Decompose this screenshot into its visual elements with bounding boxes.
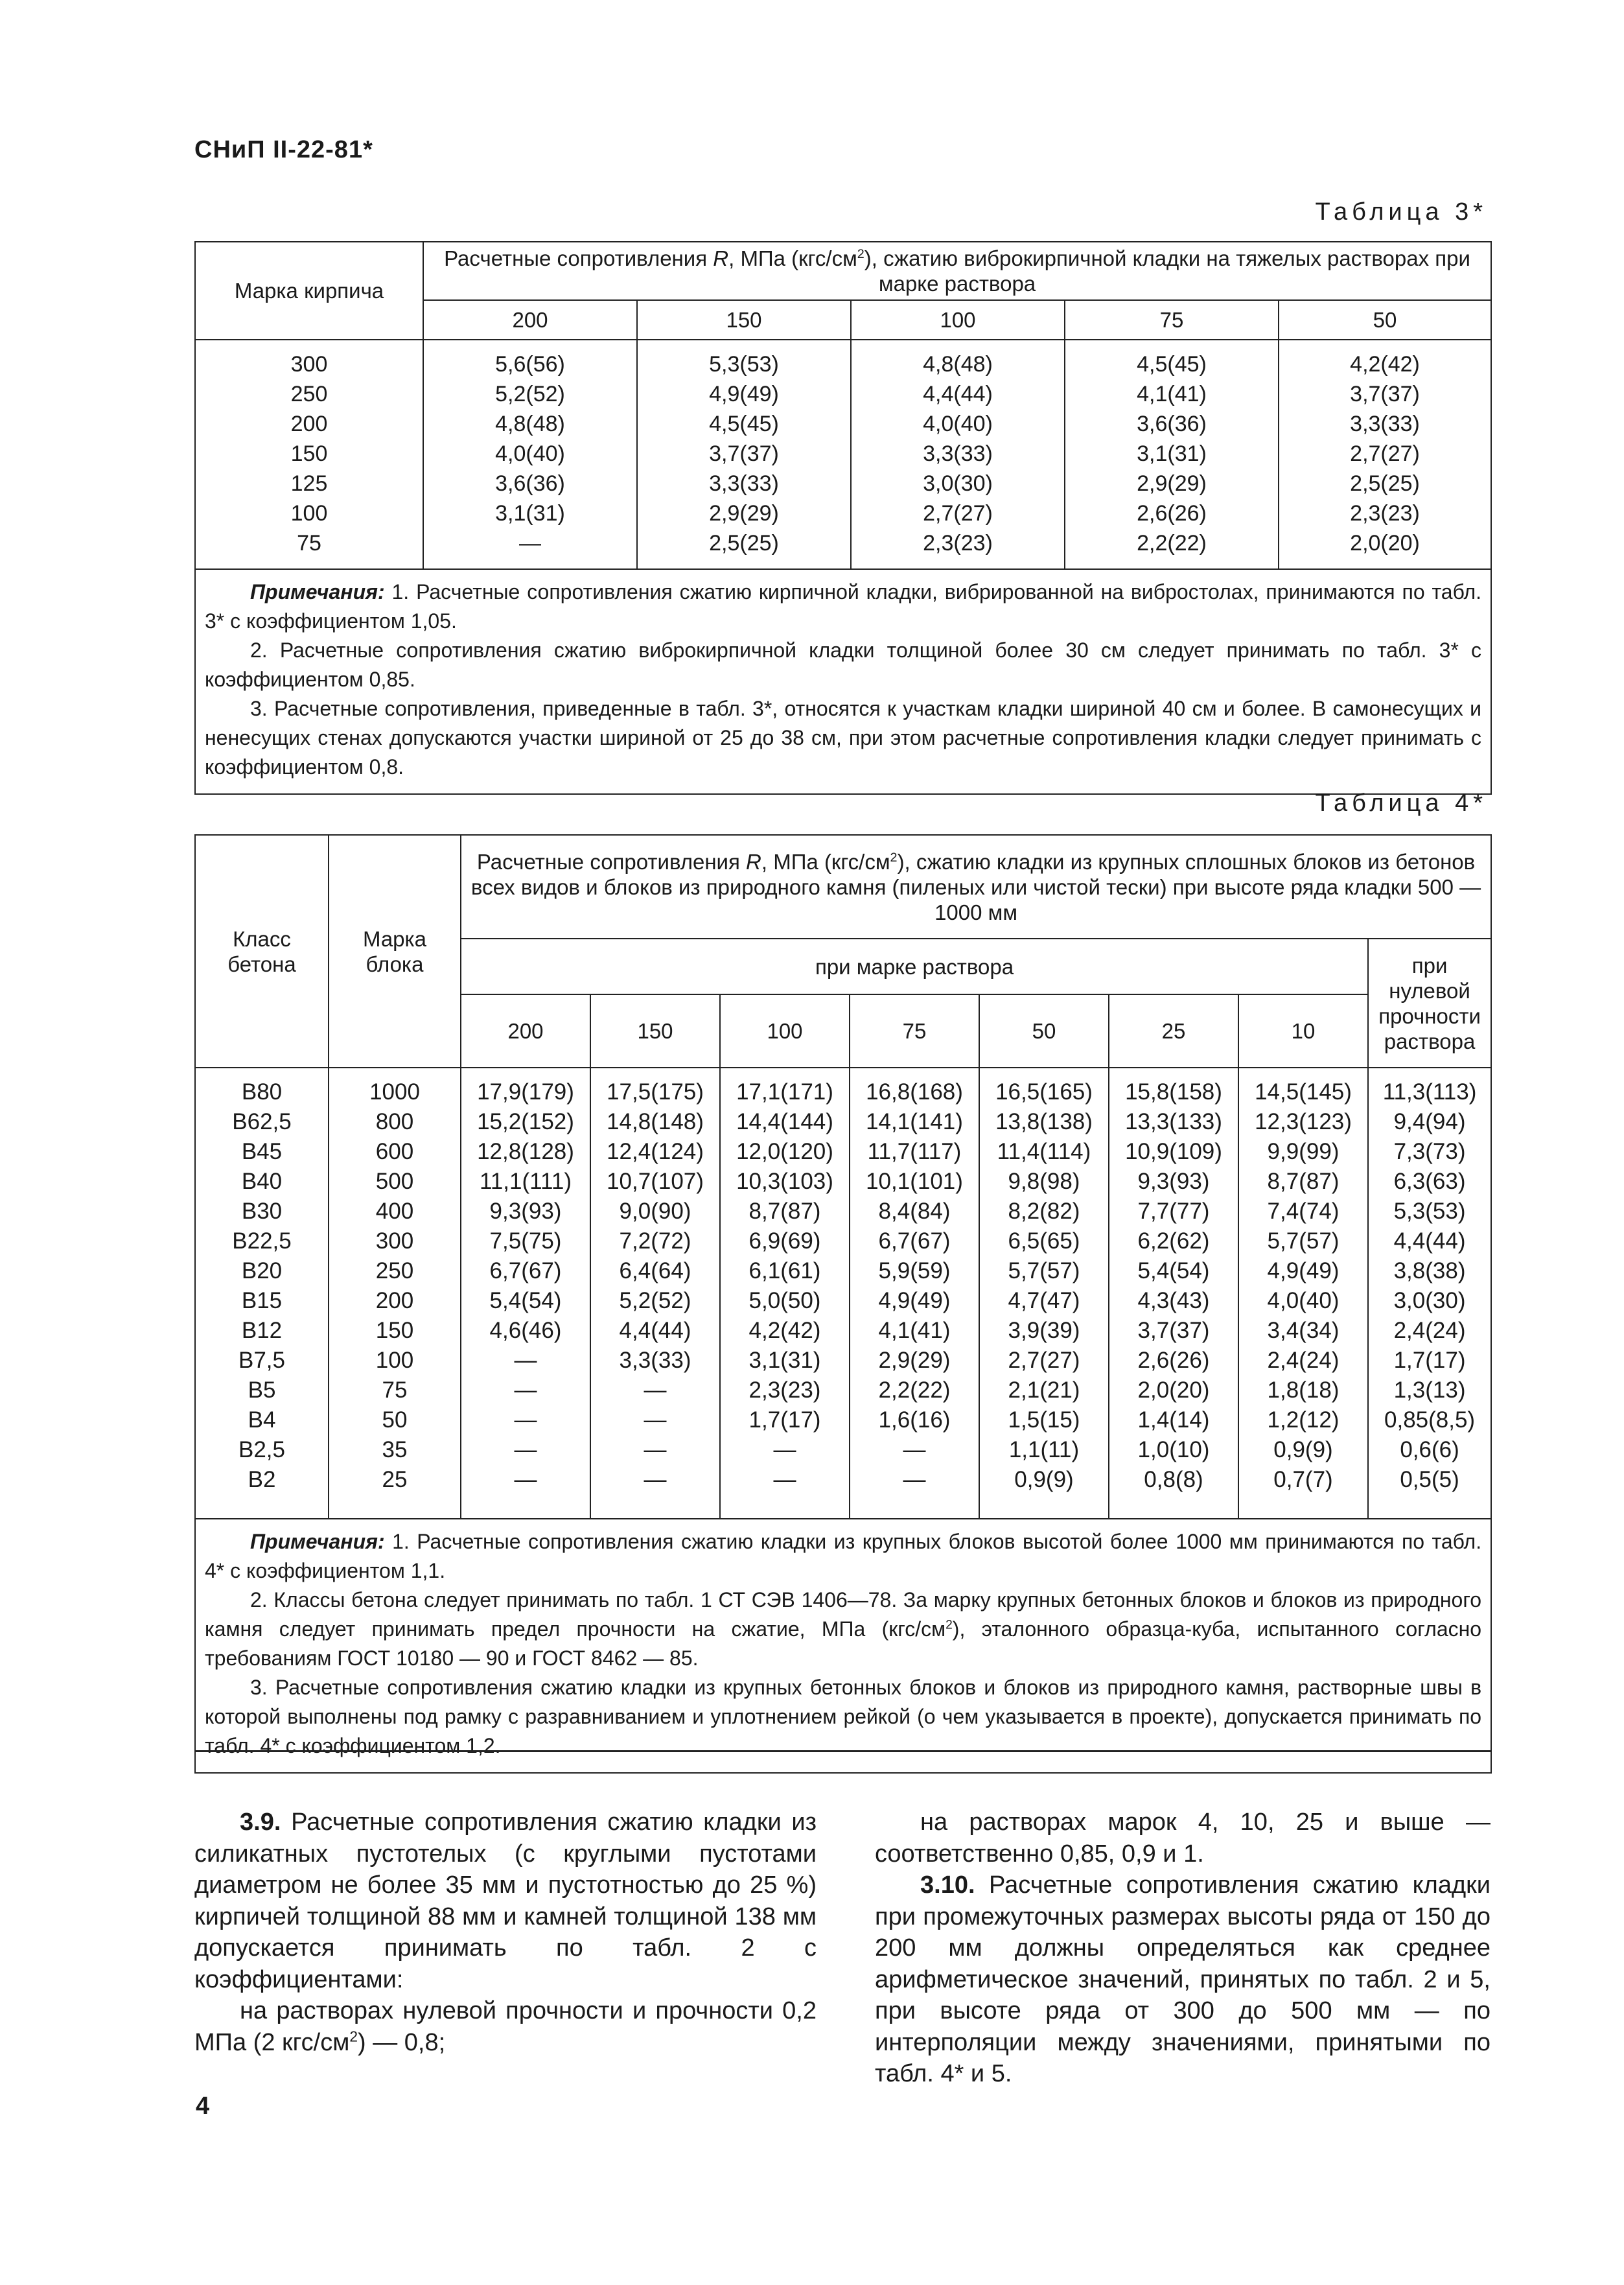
table-cell: 125 — [195, 469, 423, 498]
table-row — [195, 379, 1491, 409]
table-cell: В62,5 — [195, 1107, 329, 1137]
table-cell: 4,0(40) — [1238, 1286, 1368, 1316]
table-cell: — — [423, 528, 637, 569]
table-cell: — — [461, 1376, 590, 1405]
table-cell: 4,1(41) — [1065, 379, 1279, 409]
body-column-right — [875, 1807, 1491, 2090]
table-cell: 2,7(27) — [1279, 439, 1491, 469]
t3-notes — [195, 569, 1491, 794]
table-cell: 4,8(48) — [851, 340, 1065, 379]
table-cell: 2,9(29) — [850, 1346, 979, 1376]
table-cell: 3,3(33) — [637, 469, 851, 498]
table-cell: 2,3(23) — [851, 528, 1065, 569]
table-row — [195, 1068, 1491, 1107]
section-3-10-text: Расчетные сопротивления сжатию кладки при промежуточных размерах высоты ряда от 150 до 200 мм должны определяться как среднее арифметическое значений, принятых по табл. 2 и 5, при высоте ряда от 300 до 500 мм — по интерполяции между значениями, принятыми по табл. 4* и 5. — [875, 1871, 1491, 2087]
table-cell: 2,2(22) — [1065, 528, 1279, 569]
table-cell: 2,6(26) — [1109, 1346, 1238, 1376]
t3-mortar-grade: 150 — [637, 300, 851, 340]
table-cell: 17,5(175) — [590, 1068, 720, 1107]
table-cell: 2,9(29) — [637, 498, 851, 528]
table-cell: — — [461, 1435, 590, 1465]
table-cell: 2,3(23) — [720, 1376, 850, 1405]
table-cell: 11,4(114) — [979, 1137, 1109, 1167]
table-cell: 1,7(17) — [1368, 1346, 1491, 1376]
table-cell: 1,0(10) — [1109, 1435, 1238, 1465]
table-row — [195, 1197, 1491, 1226]
table-cell: 4,0(40) — [851, 409, 1065, 439]
table-cell: 6,1(61) — [720, 1256, 850, 1286]
table-cell: — — [461, 1346, 590, 1376]
table-cell: 2,9(29) — [1065, 469, 1279, 498]
table-cell: 2,4(24) — [1238, 1346, 1368, 1376]
table-cell: В30 — [195, 1197, 329, 1226]
table-cell: 4,5(45) — [637, 409, 851, 439]
t3-note-2: 2. Расчетные сопротивления сжатию виброкирпичной кладки толщиной более 30 см следует принимать по табл. 3* с коэффициентом 0,85. — [205, 639, 1482, 691]
t4-notes — [195, 1519, 1491, 1773]
table-cell: — — [590, 1465, 720, 1519]
table-cell: 3,4(34) — [1238, 1316, 1368, 1346]
table-cell: 12,4(124) — [590, 1137, 720, 1167]
table-cell: 9,3(93) — [461, 1197, 590, 1226]
table-cell: 75 — [195, 528, 423, 569]
table-cell: 9,0(90) — [590, 1197, 720, 1226]
table-cell: 4,1(41) — [850, 1316, 979, 1346]
table-row — [195, 340, 1491, 379]
document-code: СНиП II-22-81* — [194, 136, 373, 163]
table-cell: 1,5(15) — [979, 1405, 1109, 1435]
t3-note-3: 3. Расчетные сопротивления, приведенные в табл. 3*, относятся к участкам кладки шириной 40 см и более. В самонесущих и ненесущих стенах допускаются участки шириной от 25 до 38 см, при этом расчетные сопротивления кладки следует принимать с коэффициентом 0,8. — [205, 697, 1482, 779]
table-cell: 7,4(74) — [1238, 1197, 1368, 1226]
table4-caption: Таблица 4* — [1315, 790, 1487, 817]
table-cell: В12 — [195, 1316, 329, 1346]
table-cell: 17,9(179) — [461, 1068, 590, 1107]
table-row — [195, 409, 1491, 439]
table-cell: 1,7(17) — [720, 1405, 850, 1435]
table-cell: 8,7(87) — [1238, 1167, 1368, 1197]
table-row — [195, 439, 1491, 469]
table-row — [195, 1226, 1491, 1256]
table-cell: 5,3(53) — [637, 340, 851, 379]
table-cell: 3,6(36) — [423, 469, 637, 498]
t4-group-header: Расчетные сопротивления R, МПа $(кгс/см^2)$, сжатию кладки из крупных сплошных блоков из бетонов всех видов и блоков из природного камня (пиленых или чистой тески) при высоте ряда кладки 500 — 1000 мм — [461, 835, 1491, 939]
table-row — [195, 1286, 1491, 1316]
table-cell: 25 — [329, 1465, 461, 1519]
table-cell: 2,3(23) — [1279, 498, 1491, 528]
t4-note-3: 3. Расчетные сопротивления сжатию кладки из крупных бетонных блоков и блоков из природного камня, растворные швы в которой выполнены под рамку с разравниванием и уплотнением рейкой (о чем указывается в проекте), допускается принимать по табл. 4* с коэффициентом 1,2. — [205, 1676, 1482, 1757]
table-cell: 4,0(40) — [423, 439, 637, 469]
section-separator — [194, 1750, 1491, 1752]
table-cell: В40 — [195, 1167, 329, 1197]
table-cell: 2,4(24) — [1368, 1316, 1491, 1346]
table-cell: 16,8(168) — [850, 1068, 979, 1107]
table-cell: 3,9(39) — [979, 1316, 1109, 1346]
table-cell: 9,4(94) — [1368, 1107, 1491, 1137]
table-cell: 13,8(138) — [979, 1107, 1109, 1137]
table-cell: 5,3(53) — [1368, 1197, 1491, 1226]
table-cell: 3,3(33) — [1279, 409, 1491, 439]
table-cell: — — [720, 1435, 850, 1465]
table-row — [195, 1256, 1491, 1286]
table-cell: 150 — [329, 1316, 461, 1346]
t4-col-class-header: Класс бетона — [195, 835, 329, 1068]
table-cell: 100 — [195, 498, 423, 528]
table-cell: 11,3(113) — [1368, 1068, 1491, 1107]
table-cell: — — [590, 1405, 720, 1435]
table-cell: 1,2(12) — [1238, 1405, 1368, 1435]
table-cell: 3,3(33) — [851, 439, 1065, 469]
table-cell: 7,5(75) — [461, 1226, 590, 1256]
table-row — [195, 1137, 1491, 1167]
table-cell: 5,6(56) — [423, 340, 637, 379]
t3-mortar-grade: 200 — [423, 300, 637, 340]
table-cell: 10,3(103) — [720, 1167, 850, 1197]
t3-notes-label: Примечания: — [250, 580, 385, 603]
table-cell: 3,1(31) — [720, 1346, 850, 1376]
table-cell: 500 — [329, 1167, 461, 1197]
table-cell: 5,2(52) — [423, 379, 637, 409]
table-cell: 200 — [329, 1286, 461, 1316]
t4-mortar-grade: 50 — [979, 994, 1109, 1068]
table-cell: 5,7(57) — [1238, 1226, 1368, 1256]
table-cell: 3,7(37) — [637, 439, 851, 469]
table-cell: 35 — [329, 1435, 461, 1465]
table-cell: — — [590, 1435, 720, 1465]
table3 — [194, 241, 1492, 795]
table-cell: В5 — [195, 1376, 329, 1405]
table-cell: 4,8(48) — [423, 409, 637, 439]
table-row — [195, 1316, 1491, 1346]
body-column-left — [194, 1807, 817, 2058]
table-cell: 3,6(36) — [1065, 409, 1279, 439]
table-cell: — — [850, 1435, 979, 1465]
table-cell: 2,7(27) — [979, 1346, 1109, 1376]
table-cell: — — [461, 1405, 590, 1435]
t3-mortar-grade: 75 — [1065, 300, 1279, 340]
table-cell: 0,9(9) — [1238, 1435, 1368, 1465]
table-cell: 2,0(20) — [1279, 528, 1491, 569]
table-cell: 0,7(7) — [1238, 1465, 1368, 1519]
table-cell: 15,2(152) — [461, 1107, 590, 1137]
table-cell: 250 — [329, 1256, 461, 1286]
page-number: 4 — [196, 2092, 210, 2120]
table-row — [195, 1346, 1491, 1376]
table-cell: В20 — [195, 1256, 329, 1286]
table-cell: 10,1(101) — [850, 1167, 979, 1197]
table-cell: В45 — [195, 1137, 329, 1167]
table-row — [195, 1435, 1491, 1465]
table-cell: 6,7(67) — [461, 1256, 590, 1286]
table-cell: 4,4(44) — [851, 379, 1065, 409]
table-cell: 6,4(64) — [590, 1256, 720, 1286]
table-row — [195, 1167, 1491, 1197]
table4 — [194, 834, 1492, 1774]
table-cell: 12,3(123) — [1238, 1107, 1368, 1137]
table-cell: 4,9(49) — [1238, 1256, 1368, 1286]
table-row — [195, 1405, 1491, 1435]
table-cell: В22,5 — [195, 1226, 329, 1256]
t4-mortar-grade: 150 — [590, 994, 720, 1068]
table-cell: В80 — [195, 1068, 329, 1107]
t4-col-block-header: Марка блока — [329, 835, 461, 1068]
table-cell: 5,2(52) — [590, 1286, 720, 1316]
table-cell: — — [461, 1465, 590, 1519]
table-cell: 1000 — [329, 1068, 461, 1107]
table-cell: 2,5(25) — [637, 528, 851, 569]
table-cell: 14,5(145) — [1238, 1068, 1368, 1107]
table-cell: 600 — [329, 1137, 461, 1167]
table-cell: 4,6(46) — [461, 1316, 590, 1346]
table-cell: 4,4(44) — [590, 1316, 720, 1346]
table-cell: 3,0(30) — [851, 469, 1065, 498]
table-cell: В7,5 — [195, 1346, 329, 1376]
t3-mortar-grade: 50 — [1279, 300, 1491, 340]
t4-notes-label: Примечания: — [250, 1530, 385, 1553]
table-cell: 14,1(141) — [850, 1107, 979, 1137]
table-cell: 1,6(16) — [850, 1405, 979, 1435]
table-cell: 11,1(111) — [461, 1167, 590, 1197]
t3-note-1: 1. Расчетные сопротивления сжатию кирпичной кладки, вибрированной на вибростолах, принимаются по табл. 3* с коэффициентом 1,05. — [205, 580, 1482, 633]
table-cell: 2,5(25) — [1279, 469, 1491, 498]
table-cell: 100 — [329, 1346, 461, 1376]
table-cell: 0,9(9) — [979, 1465, 1109, 1519]
table-cell: 300 — [195, 340, 423, 379]
table-cell: 0,85(8,5) — [1368, 1405, 1491, 1435]
table-cell: 2,0(20) — [1109, 1376, 1238, 1405]
table-cell: — — [850, 1465, 979, 1519]
table-cell: 0,8(8) — [1109, 1465, 1238, 1519]
table-cell: 6,2(62) — [1109, 1226, 1238, 1256]
table-row — [195, 1376, 1491, 1405]
table-cell: 2,1(21) — [979, 1376, 1109, 1405]
table-cell: 50 — [329, 1405, 461, 1435]
table-cell: 9,8(98) — [979, 1167, 1109, 1197]
section-3-9-text: Расчетные сопротивления сжатию кладки из силикатных пустотелых (с круглыми пустотами диаметром не более 35 мм и пустотностью до 25 %) кирпичей толщиной 88 мм и камней толщиной 138 мм допускается принимать по табл. 2 с коэффициентами: — [194, 1809, 817, 1993]
table-cell: 9,3(93) — [1109, 1167, 1238, 1197]
table-cell: 8,2(82) — [979, 1197, 1109, 1226]
t3-body — [195, 340, 1491, 569]
table3-caption: Таблица 3* — [1315, 198, 1487, 226]
table-cell: 1,4(14) — [1109, 1405, 1238, 1435]
table-cell: 12,0(120) — [720, 1137, 850, 1167]
t4-col-zero-header: при нулевой прочности раствора — [1368, 939, 1491, 1068]
t4-mortar-grade: 10 — [1238, 994, 1368, 1068]
table-cell: В15 — [195, 1286, 329, 1316]
table-cell: 14,4(144) — [720, 1107, 850, 1137]
table-cell: 5,7(57) — [979, 1256, 1109, 1286]
section-3-10-number: 3.10. — [920, 1871, 975, 1899]
t4-mortar-grade: 100 — [720, 994, 850, 1068]
table-cell: 13,3(133) — [1109, 1107, 1238, 1137]
table-cell: 11,7(117) — [850, 1137, 979, 1167]
table-row — [195, 498, 1491, 528]
table-cell: 250 — [195, 379, 423, 409]
section-3-9-number: 3.9. — [240, 1809, 281, 1836]
t4-body — [195, 1068, 1491, 1519]
table-cell: 4,2(42) — [720, 1316, 850, 1346]
table-cell: 1,1(11) — [979, 1435, 1109, 1465]
table-cell: 12,8(128) — [461, 1137, 590, 1167]
table-cell: 9,9(99) — [1238, 1137, 1368, 1167]
table-cell: 4,2(42) — [1279, 340, 1491, 379]
table-row — [195, 1107, 1491, 1137]
table-row — [195, 1465, 1491, 1519]
table-cell: В2,5 — [195, 1435, 329, 1465]
t4-mortar-grade: 200 — [461, 994, 590, 1068]
section-3-9-item-b: на растворах марок 4, 10, 25 и выше — соответственно 0,85, 0,9 и 1. — [875, 1809, 1491, 1868]
table-cell: 17,1(171) — [720, 1068, 850, 1107]
table-cell: 10,9(109) — [1109, 1137, 1238, 1167]
table-cell: 2,7(27) — [851, 498, 1065, 528]
table-cell: 5,9(59) — [850, 1256, 979, 1286]
table-row — [195, 528, 1491, 569]
t3-group-header: Расчетные сопротивления R, МПа $(кгс/см^2)$, сжатию виброкирпичной кладки на тяжелых растворах при марке раствора — [423, 242, 1491, 300]
table-cell: 6,9(69) — [720, 1226, 850, 1256]
table-row — [195, 469, 1491, 498]
t4-mortar-grade: 75 — [850, 994, 979, 1068]
table-cell: В4 — [195, 1405, 329, 1435]
table-cell: 8,7(87) — [720, 1197, 850, 1226]
table-cell: 200 — [195, 409, 423, 439]
t4-subgroup-header: при марке раствора — [461, 939, 1368, 994]
table-cell: 1,8(18) — [1238, 1376, 1368, 1405]
table-cell: 6,3(63) — [1368, 1167, 1491, 1197]
table-cell: 4,4(44) — [1368, 1226, 1491, 1256]
table-cell: 3,0(30) — [1368, 1286, 1491, 1316]
table-cell: 5,4(54) — [461, 1286, 590, 1316]
table-cell: 7,2(72) — [590, 1226, 720, 1256]
table-cell: 7,7(77) — [1109, 1197, 1238, 1226]
t3-mortar-grade: 100 — [851, 300, 1065, 340]
table-cell: 3,1(31) — [423, 498, 637, 528]
section-3-9-item-a: на растворах нулевой прочности и прочности 0,2 МПа (2 кгс/$см^2$) — 0,8; — [194, 1997, 817, 2056]
table-cell: В2 — [195, 1465, 329, 1519]
table-cell: 4,9(49) — [637, 379, 851, 409]
table-cell: 6,5(65) — [979, 1226, 1109, 1256]
table-cell: 300 — [329, 1226, 461, 1256]
table-cell: 4,5(45) — [1065, 340, 1279, 379]
table-cell: 3,8(38) — [1368, 1256, 1491, 1286]
t4-note-1: 1. Расчетные сопротивления сжатию кладки из крупных блоков высотой более 1000 мм принимаются по табл. 4* с коэффициентом 1,1. — [205, 1530, 1482, 1582]
table-cell: 6,7(67) — [850, 1226, 979, 1256]
table-cell: 8,4(84) — [850, 1197, 979, 1226]
table-cell: — — [590, 1376, 720, 1405]
t4-mortar-grade: 25 — [1109, 994, 1238, 1068]
table-cell: 0,5(5) — [1368, 1465, 1491, 1519]
table-cell: 7,3(73) — [1368, 1137, 1491, 1167]
table-cell: 16,5(165) — [979, 1068, 1109, 1107]
table-cell: 4,3(43) — [1109, 1286, 1238, 1316]
table-cell: 14,8(148) — [590, 1107, 720, 1137]
table-cell: 0,6(6) — [1368, 1435, 1491, 1465]
table-cell: 4,9(49) — [850, 1286, 979, 1316]
table-cell: 800 — [329, 1107, 461, 1137]
table-cell: — — [720, 1465, 850, 1519]
table-cell: 3,7(37) — [1109, 1316, 1238, 1346]
t3-col-brick-header: Марка кирпича — [195, 242, 423, 340]
table-cell: 3,7(37) — [1279, 379, 1491, 409]
table-cell: 75 — [329, 1376, 461, 1405]
table-cell: 4,7(47) — [979, 1286, 1109, 1316]
table-cell: 150 — [195, 439, 423, 469]
table-cell: 2,6(26) — [1065, 498, 1279, 528]
table-cell: 5,0(50) — [720, 1286, 850, 1316]
table-cell: 5,4(54) — [1109, 1256, 1238, 1286]
table-cell: 10,7(107) — [590, 1167, 720, 1197]
table-cell: 2,2(22) — [850, 1376, 979, 1405]
table-cell: 3,3(33) — [590, 1346, 720, 1376]
table-cell: 15,8(158) — [1109, 1068, 1238, 1107]
table-cell: 1,3(13) — [1368, 1376, 1491, 1405]
t4-note-2: 2. Классы бетона следует принимать по табл. 1 СТ СЭВ 1406—78. За марку крупных бетонных блоков и блоков из природного камня следует принимать предел прочности на сжатие, МПа $(кгс/см^2)$, эталонного образца-куба, испытанного согласно требованиям ГОСТ 10180 — 90 и ГОСТ 8462 — 85. — [205, 1588, 1482, 1670]
table-cell: 3,1(31) — [1065, 439, 1279, 469]
table-cell: 400 — [329, 1197, 461, 1226]
